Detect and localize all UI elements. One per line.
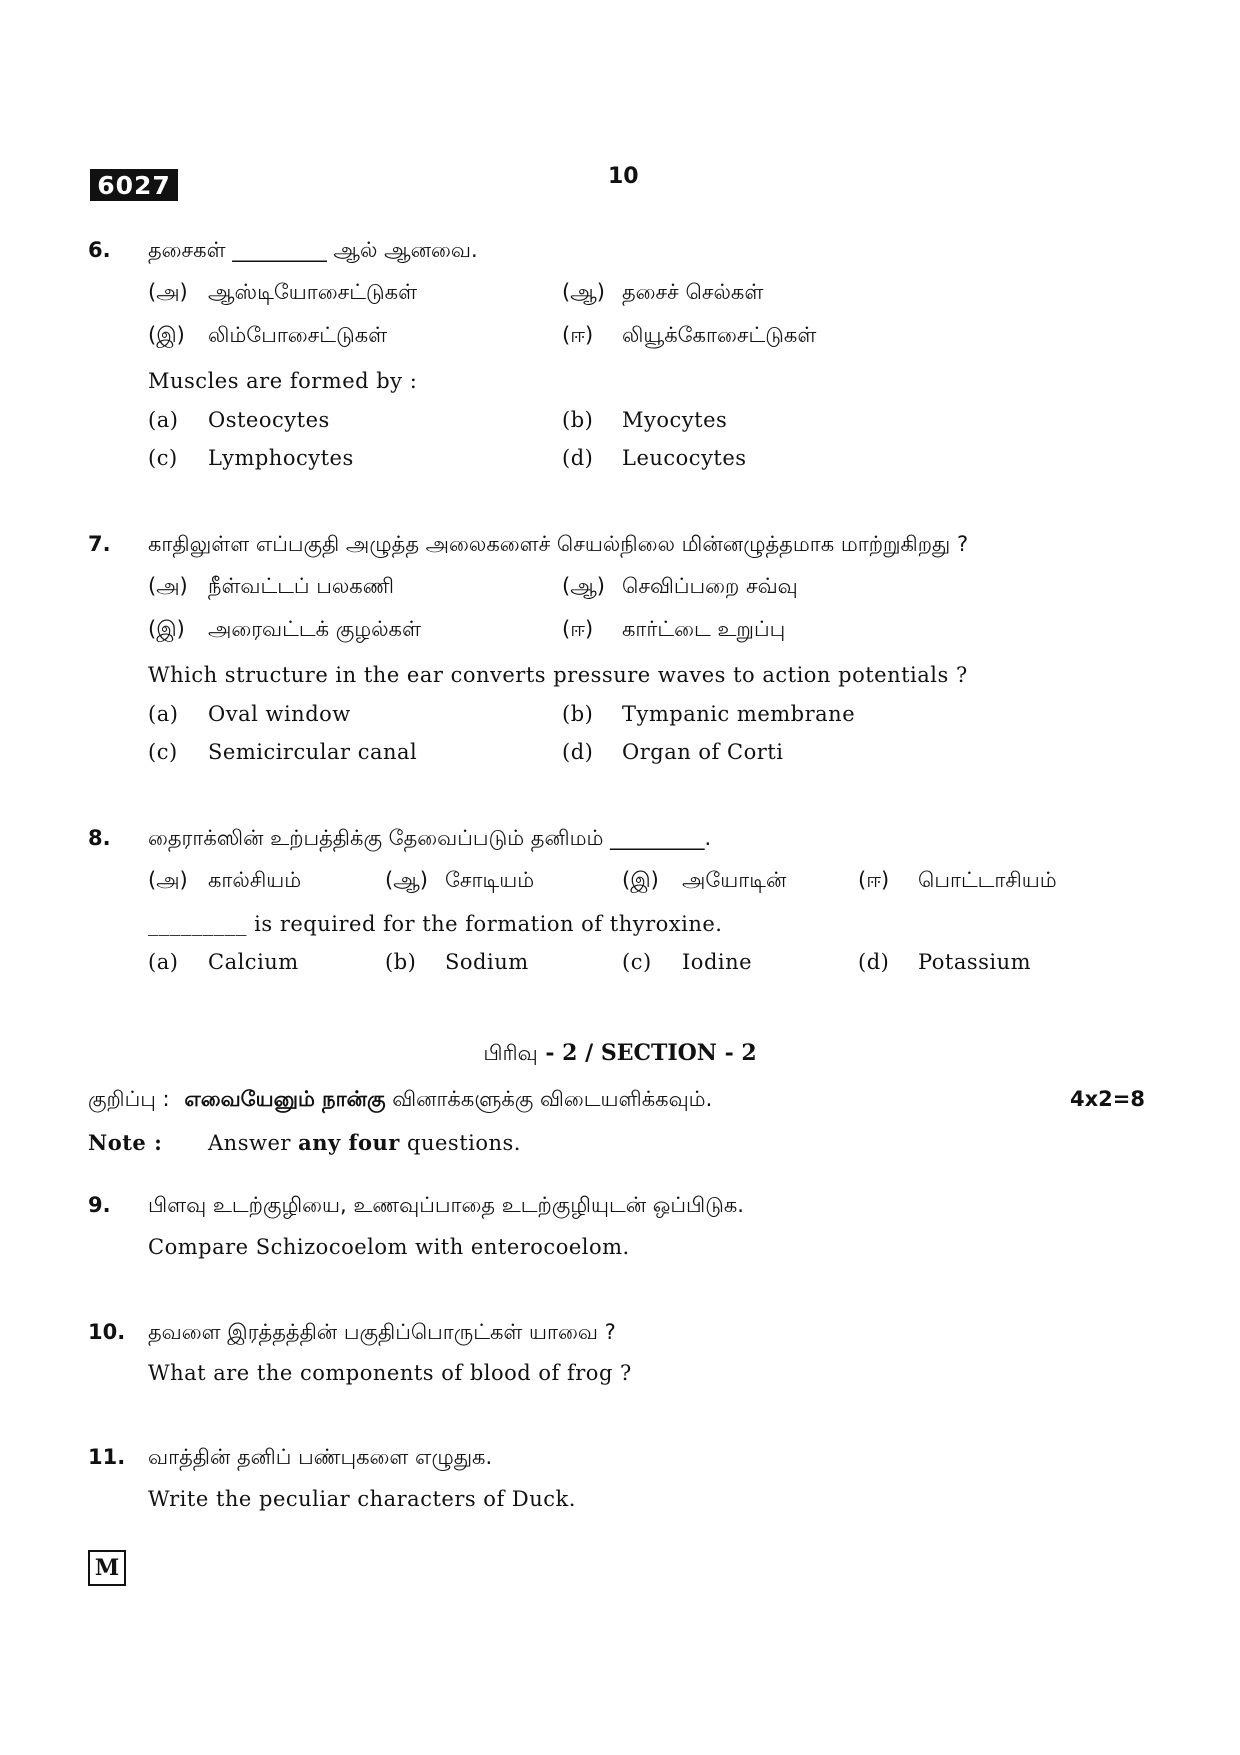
section-marks: 4x2=8 [1070, 1087, 1145, 1111]
option-text: Potassium [918, 950, 1032, 974]
option-label: (ஆ) [562, 280, 605, 304]
option-label: (இ) [622, 868, 659, 892]
option-label: (இ) [148, 323, 185, 347]
option-text: நீள்வட்டப் பலகணி [208, 574, 394, 598]
option-label: (ஆ) [385, 868, 428, 892]
question-text-tamil: பிளவு உடற்குழியை, உணவுப்பாதை உடற்குழியுடன் ஒப்பிடுக. [148, 1193, 744, 1217]
option-label: (அ) [148, 280, 188, 304]
question-text-english: _________ is required for the formation of thyroxine. [148, 912, 723, 936]
question-number: 7. [88, 532, 111, 556]
option-text: Organ of Corti [622, 740, 784, 764]
section-heading-tamil: பிரிவு [483, 1041, 538, 1065]
option-text: Myocytes [622, 408, 728, 432]
option-text: அயோடின் [682, 868, 787, 892]
option-text: Lymphocytes [208, 446, 354, 470]
page-number: 10 [608, 164, 639, 189]
note-text-pre: Answer [208, 1131, 299, 1155]
option-text: பொட்டாசியம் [918, 868, 1057, 892]
option-text: செவிப்பறை சவ்வு [622, 574, 798, 598]
option-label: (d) [858, 950, 890, 974]
note-label: Note : [88, 1130, 163, 1155]
option-text: ஆஸ்டியோசைட்டுகள் [208, 280, 418, 304]
question-text-tamil: தைராக்ஸின் உற்பத்திக்கு தேவைப்படும் தனிமம் _________. [148, 826, 712, 850]
question-number: 10. [88, 1320, 126, 1344]
option-label: (b) [562, 408, 594, 432]
option-label: (c) [148, 446, 178, 470]
question-text-english: Write the peculiar characters of Duck. [148, 1487, 576, 1511]
question-number: 9. [88, 1193, 111, 1217]
option-label: (அ) [148, 868, 188, 892]
option-text: அரைவட்டக் குழல்கள் [208, 617, 421, 641]
option-text: Sodium [445, 950, 529, 974]
option-text: Oval window [208, 702, 351, 726]
question-text-tamil: தசைகள் _________ ஆல் ஆனவை. [148, 238, 478, 262]
option-text: சோடியம் [445, 868, 535, 892]
question-text-tamil: தவளை இரத்தத்தின் பகுதிப்பொருட்கள் யாவை ? [148, 1320, 616, 1344]
option-label: (ஈ) [562, 617, 594, 641]
option-label: (அ) [148, 574, 188, 598]
note-text [208, 1130, 521, 1155]
option-text: கால்சியம் [208, 868, 302, 892]
option-text: கார்ட்டை உறுப்பு [622, 617, 786, 641]
option-label: (b) [385, 950, 417, 974]
note-text-post: questions. [399, 1131, 521, 1155]
option-label: (இ) [148, 617, 185, 641]
option-label: (ஆ) [562, 574, 605, 598]
section-heading-english: - 2 / SECTION - 2 [537, 1040, 757, 1066]
question-text-tamil: வாத்தின் தனிப் பண்புகளை எழுதுக. [148, 1445, 493, 1469]
instruction-tamil-label: குறிப்பு : [88, 1087, 170, 1111]
option-text: Calcium [208, 950, 299, 974]
question-number: 8. [88, 826, 111, 850]
option-label: (a) [148, 950, 179, 974]
section-heading [0, 1040, 1240, 1068]
question-text-english: What are the components of blood of frog ? [148, 1361, 632, 1385]
option-label: (d) [562, 446, 594, 470]
question-number: 11. [88, 1445, 126, 1469]
option-label: (a) [148, 702, 179, 726]
instruction-tamil-rest: வினாக்களுக்கு விடையளிக்கவும். [385, 1087, 713, 1111]
option-text: Tympanic membrane [622, 702, 856, 726]
question-text-tamil: காதிலுள்ள எப்பகுதி அழுத்த அலைகளைச் செயல்நிலை மின்னழுத்தமாக மாற்றுகிறது ? [148, 532, 969, 556]
option-label: (a) [148, 408, 179, 432]
option-text: Osteocytes [208, 408, 330, 432]
option-label: (c) [148, 740, 178, 764]
option-label: (ஈ) [562, 323, 594, 347]
option-text: Leucocytes [622, 446, 747, 470]
option-label: (b) [562, 702, 594, 726]
option-text: லிம்போசைட்டுகள் [208, 323, 388, 347]
question-text-english: Compare Schizocoelom with enterocoelom. [148, 1235, 630, 1259]
note-text-emphasis: any four [298, 1130, 400, 1155]
option-text: Semicircular canal [208, 740, 418, 764]
page-mark-box: M [88, 1550, 126, 1586]
question-text-english: Muscles are formed by : [148, 369, 418, 393]
option-text: லியூக்கோசைட்டுகள் [622, 323, 817, 347]
option-label: (d) [562, 740, 594, 764]
option-text: Iodine [682, 950, 753, 974]
paper-code-badge: 6027 [90, 169, 178, 201]
option-text: தசைச் செல்கள் [622, 280, 764, 304]
instruction-tamil-emphasis: எவையேனும் நான்கு [184, 1087, 386, 1111]
question-text-english: Which structure in the ear converts pressure waves to action potentials ? [148, 663, 968, 687]
instruction-tamil [88, 1087, 712, 1114]
option-label: (ஈ) [858, 868, 890, 892]
question-number: 6. [88, 238, 111, 262]
option-label: (c) [622, 950, 652, 974]
